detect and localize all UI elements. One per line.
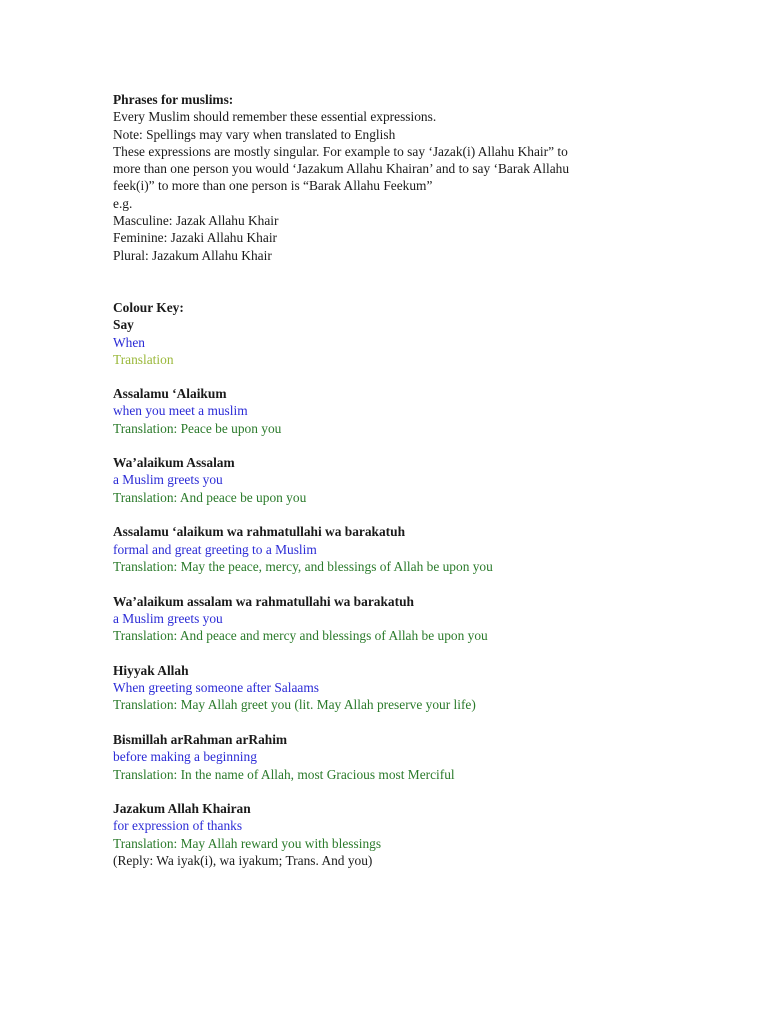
- phrase-translation: Translation: And peace be upon you: [113, 489, 307, 505]
- phrase-when: When greeting someone after Salaams: [113, 680, 319, 696]
- phrase-translation: Translation: Peace be upon you: [113, 420, 282, 436]
- phrase-list: [113, 385, 673, 869]
- phrase-say: Wa’alaikum Assalam: [113, 455, 235, 471]
- intro-line: Feminine: Jazaki Allahu Khair: [113, 230, 277, 246]
- phrase-entry: [113, 454, 673, 506]
- phrase-when: when you meet a muslim: [113, 403, 248, 419]
- colour-key-section: [113, 299, 653, 368]
- colour-key-translation: Translation: [113, 351, 174, 367]
- phrase-reply: (Reply: Wa iyak(i), wa iyakum; Trans. And you): [113, 853, 373, 869]
- phrase-translation: Translation: May Allah reward you with blessings: [113, 835, 382, 851]
- phrase-translation: Translation: May the peace, mercy, and blessings of Allah be upon you: [113, 558, 493, 574]
- intro-line: Plural: Jazakum Allahu Khair: [113, 247, 272, 263]
- phrase-when: a Muslim greets you: [113, 610, 223, 626]
- phrase-entry: [113, 593, 673, 645]
- intro-line: feek(i)” to more than one person is “Barak Allahu Feekum”: [113, 178, 433, 194]
- document-title: Phrases for muslims:: [113, 92, 234, 107]
- colour-key-say: Say: [113, 317, 134, 333]
- phrase-say: Bismillah arRahman arRahim: [113, 731, 288, 747]
- phrase-say: Jazakum Allah Khairan: [113, 801, 251, 817]
- intro-line: Note: Spellings may vary when translated to English: [113, 126, 396, 142]
- phrase-translation: Translation: In the name of Allah, most Gracious most Merciful: [113, 766, 455, 782]
- phrase-entry: [113, 385, 673, 437]
- intro-line: Every Muslim should remember these essential expressions.: [113, 109, 437, 125]
- phrase-say: Assalamu ‘alaikum wa rahmatullahi wa barakatuh: [113, 524, 406, 540]
- phrase-say: Assalamu ‘Alaikum: [113, 386, 227, 401]
- phrase-entry: [113, 731, 673, 783]
- intro-line: e.g.: [113, 195, 133, 211]
- phrase-say: Wa’alaikum assalam wa rahmatullahi wa barakatuh: [113, 593, 414, 609]
- phrase-when: before making a beginning: [113, 749, 257, 765]
- phrase-when: formal and great greeting to a Muslim: [113, 541, 317, 557]
- phrase-when: for expression of thanks: [113, 818, 243, 834]
- phrase-when: a Muslim greets you: [113, 472, 223, 488]
- phrase-say: Hiyyak Allah: [113, 662, 189, 678]
- phrase-entry: [113, 523, 673, 575]
- intro-line: Masculine: Jazak Allahu Khair: [113, 213, 279, 229]
- colour-key-when: When: [113, 334, 145, 350]
- colour-key-heading: Colour Key:: [113, 300, 184, 315]
- phrase-entry: [113, 662, 673, 714]
- phrase-entry: [113, 800, 673, 869]
- intro-line: more than one person you would ‘Jazakum Allahu Khairan’ and to say ‘Barak Allahu: [113, 161, 570, 177]
- phrase-translation: Translation: May Allah greet you (lit. May Allah preserve your life): [113, 697, 476, 713]
- intro-line: These expressions are mostly singular. For example to say ‘Jazak(i) Allahu Khair” to: [113, 143, 568, 159]
- phrase-translation: Translation: And peace and mercy and blessings of Allah be upon you: [113, 628, 488, 644]
- intro-section: [113, 91, 653, 264]
